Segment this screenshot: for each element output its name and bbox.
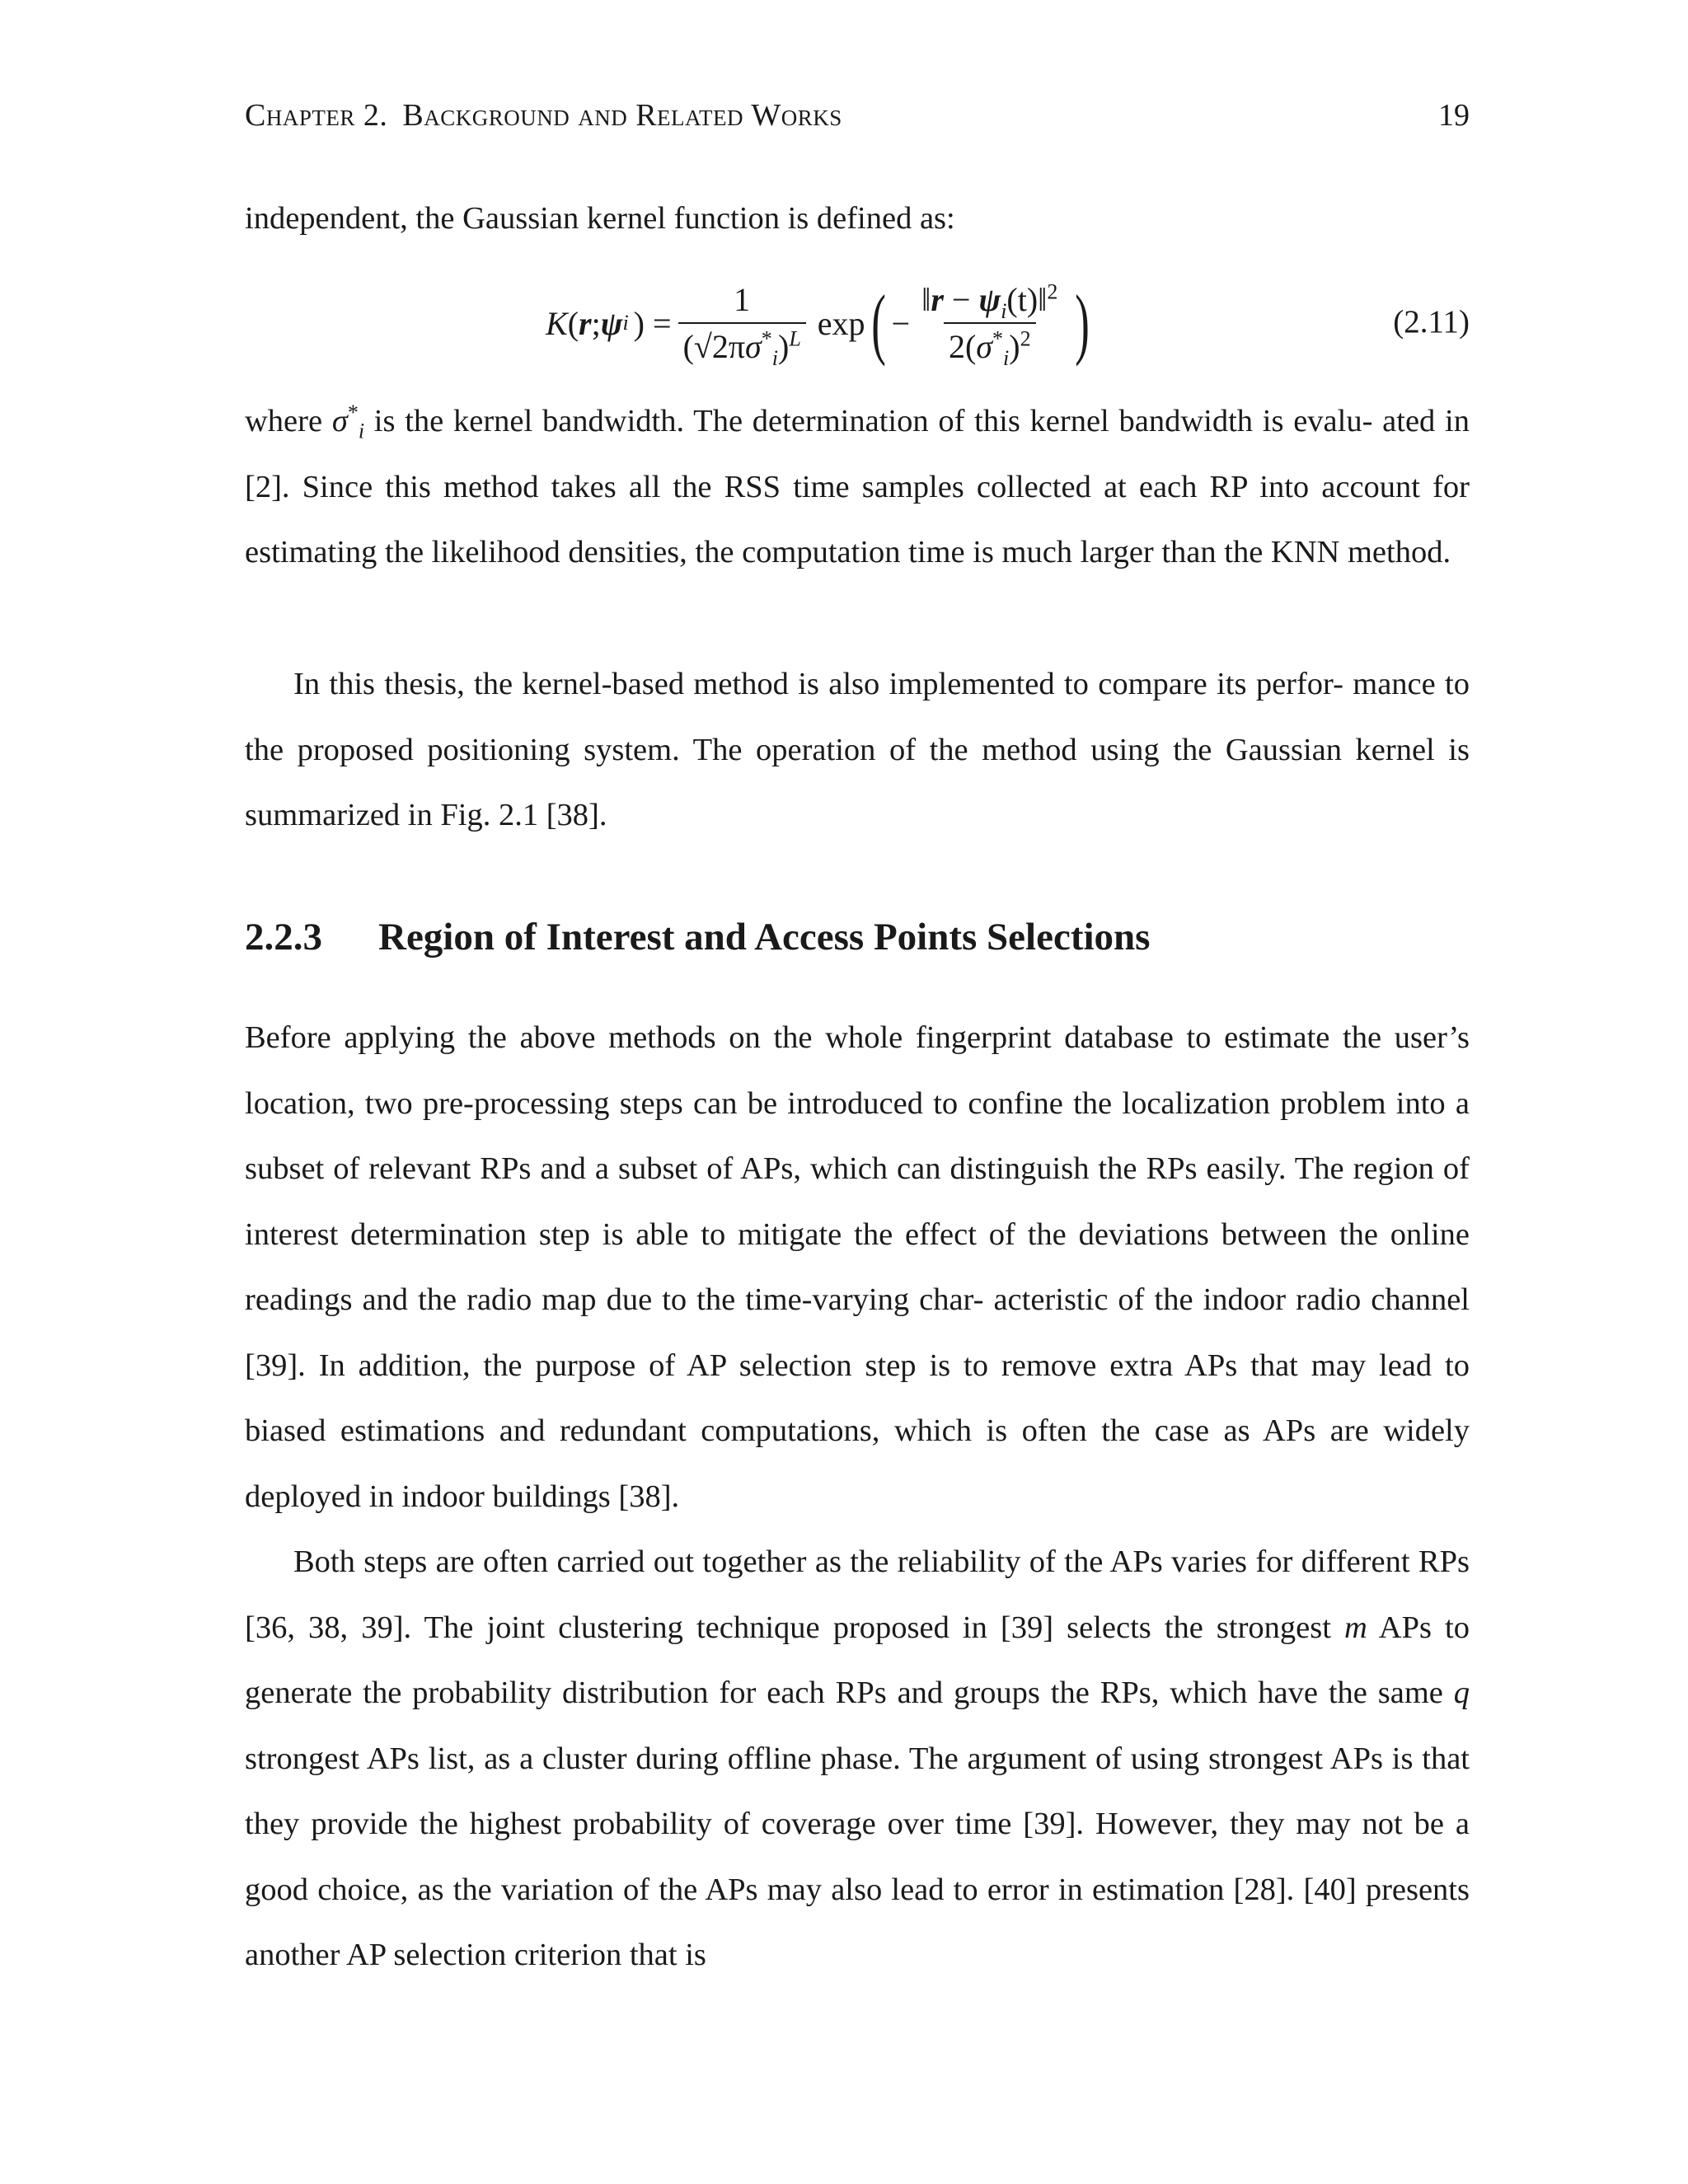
eq-exp-numerator [917,280,1062,322]
eq-subscript-i: i [622,311,629,335]
eq-num-square: 2 [1047,279,1058,304]
paragraph-preprocessing: Before applying the above methods on the whole fingerprint database to estimate the user’s location, two pre-processing steps can be introduced to confine the localization problem into a subset of relevant RPs and a subset of APs, which can distinguish the RPs easily. The region of interest determination step is able to mitigate the effect of the deviations between the online readings and the radio map due to the time-varying char- acteristic of the indoor radio channel [39]. In addition, the purpose of AP selection step is to remove extra APs that may lead to biased estimations and redundant computations, which is often the case as APs are widely deployed in indoor buildings [38]. [245,1020,1470,1514]
chapter-title: Background and Related Works [402,98,842,133]
both-text-start: Both steps are often carried out together as the reliability of the APs varies for different RPs [36, 38, 39]. The joint clustering technique proposed in [39] selects the strongest [245,1544,1470,1645]
bandwidth-star: * [347,401,359,425]
section-title: Region of Interest and Access Points Selections [378,916,1151,958]
bandwidth-sigma: σ [331,404,348,438]
both-q: q [1453,1675,1470,1710]
eq-num-minus: − [943,281,979,318]
both-text-mid: APs to generate the probability distribution for each RPs and groups the RPs, which have the same [245,1610,1470,1710]
eq-num-i: i [1001,299,1007,323]
eq-minus: − [891,304,911,342]
eq-paren-close: ) [1075,279,1090,367]
paragraph-both-steps [245,1530,1470,1989]
eq-fraction-normalizer [678,280,806,370]
chapter-label: Chapter 2. [245,98,388,133]
eq-paren-open: ( [870,279,886,367]
eq-den-L: L [789,326,801,351]
eq-lhs-semicolon: ; [591,304,601,342]
equation-body [546,265,1095,381]
equation-number: (2.11) [1393,304,1470,340]
eq-den2-sigma: σ [976,328,992,365]
eq-den2-open: 2( [948,328,977,365]
bandwidth-i: i [358,419,365,443]
paragraph-bandwidth [245,389,1470,586]
eq-num-t: (t)‖ [1006,281,1048,318]
eq-den-sqrt: (√2π [682,328,746,365]
eq-den2-star: * [992,326,1003,351]
eq-symbol-r: r [579,304,592,342]
eq-den-close: ) [778,328,790,365]
both-text-end: strongest APs list, as a cluster during offline phase. The argument of using strongest APs is that they provide the highest probability of coverage over time [39]. However, they may not be a good choice, as the variation of the APs may also lead to error in estimation [28]. [40] presents another AP selection criterion that is [245,1741,1470,1972]
bandwidth-text-rest: is the kernel bandwidth. The determination of this kernel bandwidth is evalu- ated in [2]. Since this method takes all the RSS time samples collected at each RP into account for estimating the likelihood densities, the computation time is much larger than the KNN method. [245,404,1470,569]
chapter-header [245,97,842,134]
eq-den2-square: 2 [1020,326,1031,351]
equation-2-11 [245,265,1470,381]
eq-symbol-psi: ψ [600,304,623,342]
eq-fraction-exponent [917,279,1062,370]
eq-exp-denominator [944,322,1036,370]
eq-exp: exp [817,304,865,342]
paragraph-intro: independent, the Gaussian kernel function is defined as: [245,201,955,236]
eq-num-psi: ψ [978,281,1001,318]
eq-num-r: r [931,281,944,318]
both-m: m [1344,1610,1367,1645]
eq-den-star: * [761,326,772,351]
eq-den2-close: ) [1009,328,1020,365]
page-number: 19 [1438,98,1470,133]
eq-den-i: i [771,346,778,370]
section-heading [245,915,1470,959]
eq-den-sigma: σ [745,328,762,365]
eq-lhs-open: ( [567,304,579,342]
bandwidth-text-start: where [245,404,332,438]
section-number: 2.2.3 [245,916,322,958]
eq-den2-i: i [1003,346,1010,370]
eq-norm-open: ‖ [921,281,931,318]
eq-fraction-denominator [678,322,806,370]
running-header [245,97,1470,147]
eq-fraction-numerator: 1 [734,281,751,318]
eq-symbol-K: K [546,304,568,342]
eq-lhs-close: ) = [633,304,672,342]
paragraph-thesis: In this thesis, the kernel-based method is also implemented to compare its perfor- mance to the proposed positioning system. The operation of the method using the Gaussian kernel is summarized in Fig. 2.1 [38]. [245,667,1470,832]
